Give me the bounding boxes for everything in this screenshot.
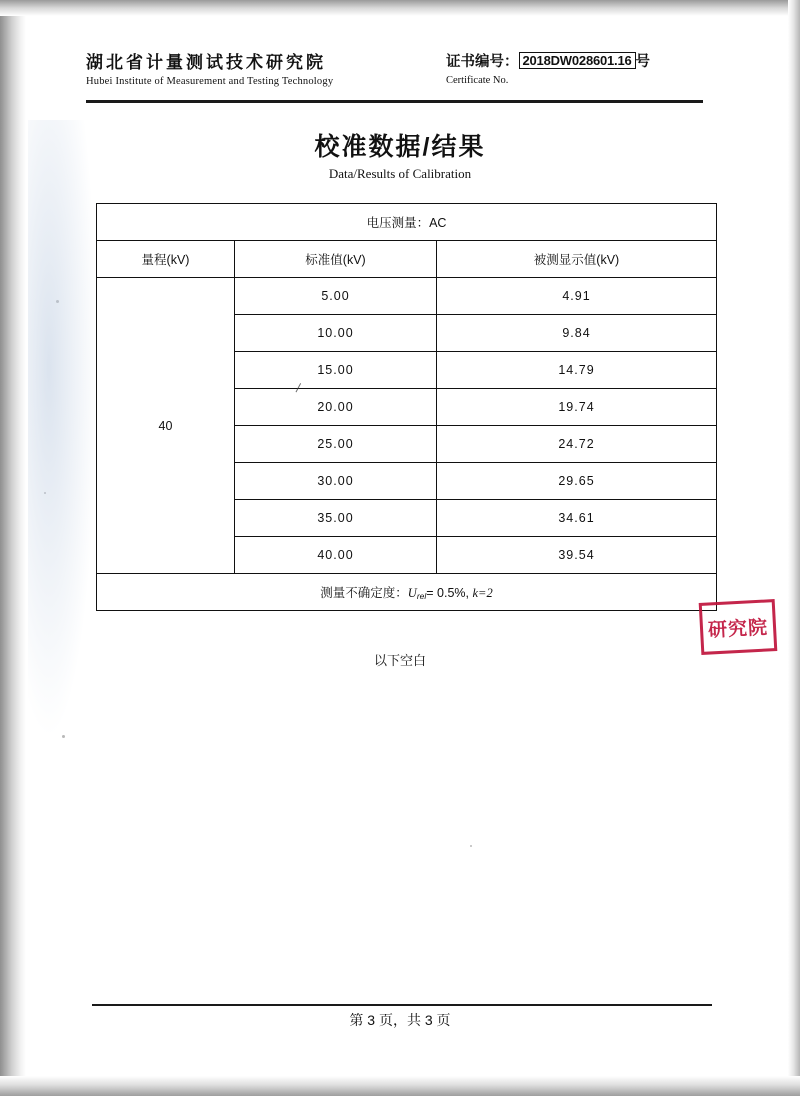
measured-value-cell: 19.74	[437, 389, 717, 426]
scan-edge-bottom	[0, 1076, 800, 1096]
standard-value-cell: 30.00	[235, 463, 437, 500]
uncertainty-coverage-factor: k=2	[472, 586, 493, 600]
scan-speck	[44, 492, 46, 494]
standard-value-cell: 20.00	[235, 389, 437, 426]
standard-value-cell: 40.00	[235, 537, 437, 574]
header-divider	[86, 100, 703, 103]
table-row-headers	[97, 241, 717, 278]
uncertainty-label: 测量不确定度：	[320, 586, 408, 600]
calibration-table-wrapper	[96, 203, 716, 611]
scan-edge-left	[0, 0, 26, 1096]
table-row-section	[97, 204, 717, 241]
page-title-en: Data/Results of Calibration	[328, 166, 472, 181]
blank-below-note: 以下空白	[373, 653, 426, 668]
organization-name-cn: 湖北省计量测试技术研究院	[86, 53, 326, 72]
scan-speck	[62, 735, 65, 738]
certificate-number-line	[446, 50, 746, 71]
measured-value-cell: 34.61	[437, 500, 717, 537]
scan-speck	[56, 300, 59, 303]
page-title-cn: 校准数据/结果	[314, 133, 486, 161]
measured-value-cell: 9.84	[437, 315, 717, 352]
measured-value-cell: 29.65	[437, 463, 717, 500]
uncertainty-symbol: U	[407, 586, 417, 600]
standard-value-cell: 35.00	[235, 500, 437, 537]
page-number-footer: 第 3 页，共 3 页	[349, 1012, 451, 1028]
standard-value-cell: 5.00	[235, 278, 437, 315]
scan-edge-top	[0, 0, 800, 16]
column-header-standard: 标准值(kV)	[235, 241, 437, 278]
standard-value-cell: 10.00	[235, 315, 437, 352]
certificate-number-block	[446, 50, 746, 86]
certificate-number-value: 2018DW028601.16	[519, 52, 636, 69]
measured-value-cell: 24.72	[437, 426, 717, 463]
certificate-number-label-en: Certificate No.	[446, 75, 509, 86]
measured-value-cell: 4.91	[437, 278, 717, 315]
table-row-uncertainty	[97, 574, 717, 611]
footer-divider	[92, 1004, 712, 1006]
scan-speck	[470, 845, 472, 847]
organization-name-en: Hubei Institute of Measurement and Testing Technology	[86, 76, 334, 87]
measured-value-cell: 14.79	[437, 352, 717, 389]
calibration-table	[96, 203, 717, 611]
section-label-cell: 电压测量：AC	[97, 204, 717, 241]
standard-value-cell: 15.00	[235, 352, 437, 389]
scan-edge-right	[788, 0, 800, 1096]
range-value-cell: 40	[97, 278, 235, 574]
standard-value-cell: 25.00	[235, 426, 437, 463]
certificate-number-suffix: 号	[635, 54, 651, 70]
table-row	[97, 278, 717, 315]
uncertainty-cell	[97, 574, 717, 611]
measured-value-cell: 39.54	[437, 537, 717, 574]
faint-seal-impression	[516, 682, 754, 818]
column-header-range: 量程(kV)	[97, 241, 235, 278]
uncertainty-value: = 0.5%,	[426, 586, 470, 600]
document-header	[86, 48, 716, 87]
certificate-number-label-cn: 证书编号：	[446, 54, 519, 70]
uncertainty-subscript: rel	[416, 591, 427, 601]
red-seal-stamp: 研究院	[699, 599, 778, 655]
column-header-measured: 被测显示值(kV)	[437, 241, 717, 278]
